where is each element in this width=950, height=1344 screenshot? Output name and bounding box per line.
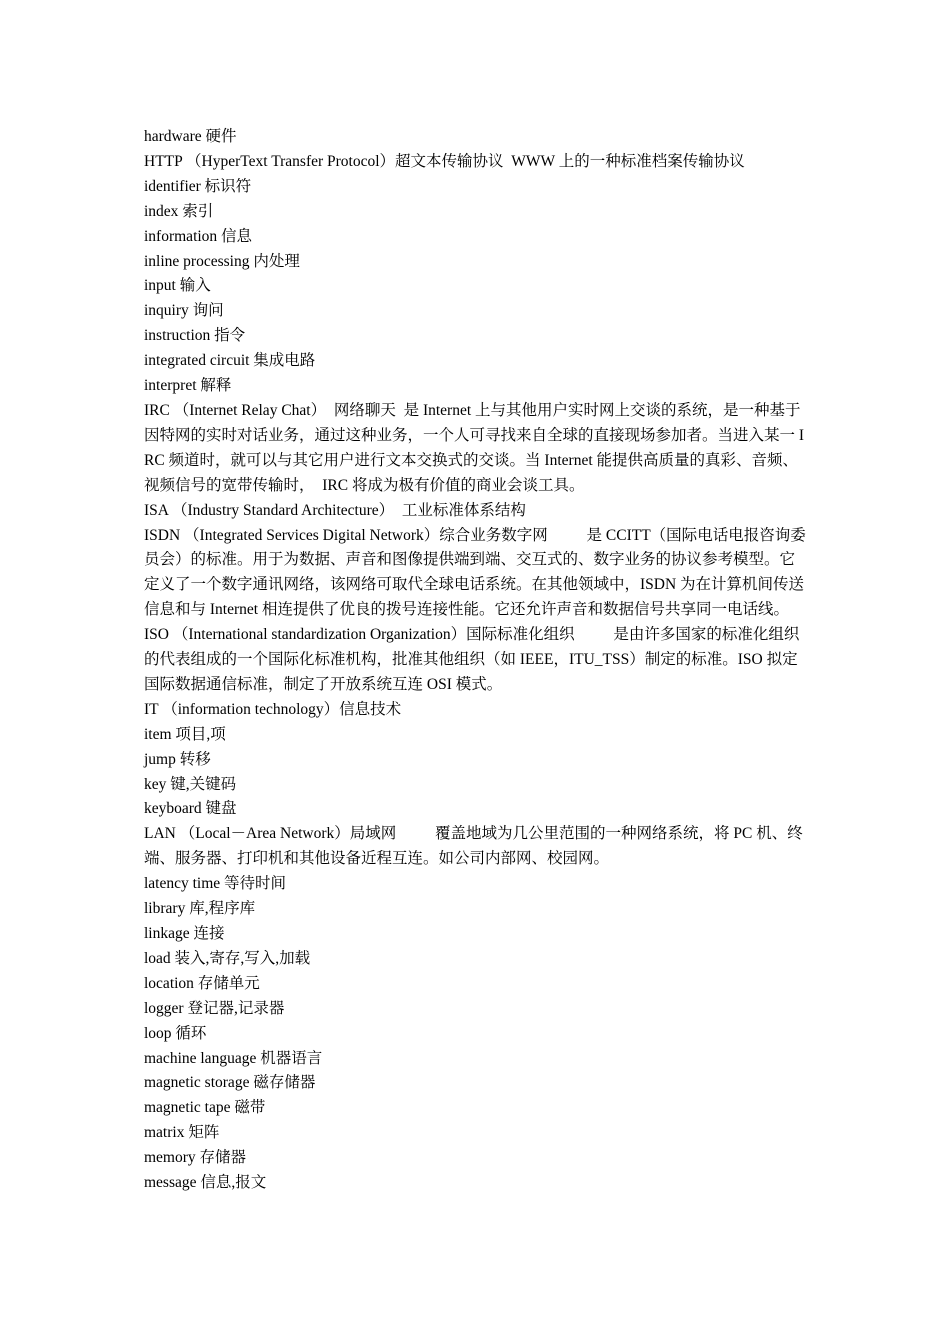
glossary-entry-inquiry: inquiry 询问	[144, 302, 224, 320]
glossary-entry-inline-processing: inline processing 内处理	[144, 252, 300, 270]
glossary-entry-instruction: instruction 指令	[144, 327, 246, 345]
glossary-entry-latency-time: latency time 等待时间	[144, 875, 287, 893]
glossary-entry-keyboard: keyboard 键盘	[144, 800, 237, 818]
glossary-entry-integrated-circuit: integrated circuit 集成电路	[144, 352, 316, 370]
glossary-entry-item: item 项目,项	[144, 725, 226, 743]
glossary-page	[144, 125, 810, 1196]
glossary-entry-magnetic-storage: magnetic storage 磁存储器	[144, 1074, 316, 1092]
glossary-entry-interpret: interpret 解释	[144, 377, 232, 395]
glossary-entry-irc: IRC （Internet Relay Chat） 网络聊天 是 Internet 上与其他用户实时网上交谈的系统，是一种基于因特网的实时对话业务，通过这种业务，一个人可寻找来自全球的直接现场参加者。当进入某一 IRC 频道时，就可以与其它用户进行文本交换式的交谈。当 Internet 能提供高质量的真彩、音频、视频信号的宽带传输时， IRC 将成为极有价值的商业会谈工具。	[144, 401, 805, 494]
glossary-entry-location: location 存储单元	[144, 974, 260, 992]
glossary-entry-index: index 索引	[144, 202, 214, 220]
glossary-entry-memory: memory 存储器	[144, 1149, 247, 1167]
glossary-entry-http: HTTP （HyperText Transfer Protocol）超文本传输协议 WWW 上的一种标准档案传输协议	[144, 152, 745, 170]
glossary-entry-key: key 键,关键码	[144, 775, 237, 793]
glossary-entry-isa: ISA （Industry Standard Architecture） 工业标准体系结构	[144, 501, 526, 519]
glossary-entry-iso: ISO （International standardization Organization）国际标准化组织 是由许多国家的标准化组织的代表组成的一个国际化标准机构，批准其他组织（如 IEEE，ITU_TSS）制定的标准。ISO 拟定国际数据通信标准，制定了开放系统互连 OSI 模式。	[144, 626, 800, 693]
glossary-entry-matrix: matrix 矩阵	[144, 1124, 220, 1142]
glossary-entry-magnetic-tape: magnetic tape 磁带	[144, 1099, 266, 1117]
glossary-entry-identifier: identifier 标识符	[144, 177, 252, 195]
glossary-entry-loop: loop 循环	[144, 1024, 207, 1042]
glossary-entry-it: IT （information technology）信息技术	[144, 700, 402, 718]
glossary-entry-information: information 信息	[144, 227, 253, 245]
glossary-entry-machine-language: machine language 机器语言	[144, 1049, 323, 1067]
glossary-entry-isdn: ISDN （Integrated Services Digital Network）综合业务数字网 是 CCITT（国际电话电报咨询委员会）的标准。用于为数据、声音和图像提供端到端、交互式的、数字业务的协议参考模型。它定义了一个数字通讯网络，该网络可取代全球电话系统。在其他领域中，ISDN 为在计算机间传送信息和与 Internet 相连提供了优良的拨号连接性能。它还允许声音和数据信号共享同一电话线。	[144, 526, 806, 619]
glossary-entry-library: library 库,程序库	[144, 900, 256, 918]
glossary-entry-logger: logger 登记器,记录器	[144, 999, 285, 1017]
glossary-entry-linkage: linkage 连接	[144, 925, 225, 942]
glossary-entry-message: message 信息,报文	[144, 1174, 267, 1192]
glossary-entry-lan: LAN （Local－Area Network）局域网 覆盖地域为几公里范围的一种网络系统，将 PC 机、终端、服务器、打印机和其他设备近程互连。如公司内部网、校园网。	[144, 825, 803, 868]
glossary-entry-input: input 输入	[144, 277, 211, 295]
glossary-entry-jump: jump 转移	[144, 750, 211, 768]
glossary-entry-load: load 装入,寄存,写入,加载	[144, 949, 311, 967]
glossary-entry-hardware: hardware 硬件	[144, 128, 237, 145]
